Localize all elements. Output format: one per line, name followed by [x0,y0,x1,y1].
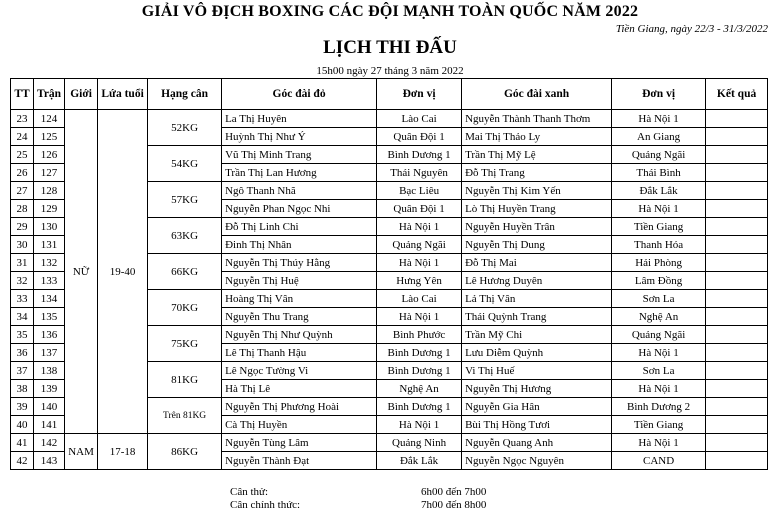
official-weigh-in-time: 7h00 đến 8h00 [421,499,487,511]
red-corner-unit: Hà Nội 1 [377,218,462,236]
red-corner-unit: Hà Nội 1 [377,254,462,272]
row-match: 142 [34,434,65,452]
row-tt: 27 [11,182,34,200]
row-match: 124 [34,110,65,128]
gender-cell: NỮ [65,110,98,434]
col-tt: TT [11,79,34,110]
result-cell [706,362,768,380]
blue-corner-name: Lả Thị Vân [462,290,612,308]
weigh-in-label: Cân thử: [230,486,269,498]
row-tt: 30 [11,236,34,254]
blue-corner-name: Nguyễn Ngọc Nguyên [462,452,612,470]
red-corner-unit: Quân Đội 1 [377,200,462,218]
red-corner-name: Huỳnh Thị Như Ý [222,128,377,146]
blue-corner-unit: Hà Nội 1 [612,434,706,452]
result-cell [706,218,768,236]
row-tt: 37 [11,362,34,380]
blue-corner-unit: An Giang [612,128,706,146]
result-cell [706,398,768,416]
result-cell [706,110,768,128]
row-match: 137 [34,344,65,362]
result-cell [706,308,768,326]
row-match: 128 [34,182,65,200]
blue-corner-unit: Hà Nội 1 [612,200,706,218]
blue-corner-unit: Hà Nội 1 [612,110,706,128]
row-tt: 29 [11,218,34,236]
col-red-corner: Góc đài đỏ [222,79,377,110]
blue-corner-name: Đỗ Thị Mai [462,254,612,272]
row-tt: 42 [11,452,34,470]
red-corner-name: Đỗ Thị Linh Chi [222,218,377,236]
row-tt: 26 [11,164,34,182]
red-corner-name: La Thị Huyên [222,110,377,128]
red-corner-name: Nguyễn Thị Phương Hoài [222,398,377,416]
red-corner-name: Vũ Thị Minh Trang [222,146,377,164]
row-tt: 39 [11,398,34,416]
red-corner-unit: Thái Nguyên [377,164,462,182]
table-header-row [11,79,768,110]
blue-corner-unit: Hà Nội 1 [612,380,706,398]
red-corner-unit: Bình Phước [377,326,462,344]
row-match: 131 [34,236,65,254]
blue-corner-name: Trần Thị Mỹ Lệ [462,146,612,164]
blue-corner-unit: Lâm Đồng [612,272,706,290]
blue-corner-name: Lò Thị Huyền Trang [462,200,612,218]
red-corner-name: Hà Thị Lê [222,380,377,398]
red-corner-unit: Nghệ An [377,380,462,398]
result-cell [706,272,768,290]
row-match: 135 [34,308,65,326]
red-corner-name: Nguyễn Tùng Lâm [222,434,377,452]
weight-class-cell: 54KG [148,146,222,182]
result-cell [706,164,768,182]
row-match: 134 [34,290,65,308]
row-tt: 31 [11,254,34,272]
schedule-table [10,78,768,470]
blue-corner-name: Mai Thị Thảo Ly [462,128,612,146]
red-corner-unit: Bình Dương 1 [377,398,462,416]
blue-corner-name: Nguyễn Thành Thanh Thơm [462,110,612,128]
red-corner-name: Nguyễn Thị Huệ [222,272,377,290]
result-cell [706,146,768,164]
result-cell [706,416,768,434]
blue-corner-name: Nguyễn Quang Anh [462,434,612,452]
row-match: 133 [34,272,65,290]
red-corner-unit: Hà Nội 1 [377,308,462,326]
col-age: Lứa tuổi [98,79,148,110]
blue-corner-name: Vi Thị Huế [462,362,612,380]
result-cell [706,326,768,344]
result-cell [706,344,768,362]
place-date: Tiền Giang, ngày 22/3 - 31/3/2022 [615,23,768,35]
schedule-title: LỊCH THI ĐẤU [323,37,457,58]
row-match: 139 [34,380,65,398]
row-tt: 41 [11,434,34,452]
result-cell [706,380,768,398]
row-match: 129 [34,200,65,218]
gender-cell: NAM [65,434,98,470]
row-match: 136 [34,326,65,344]
weight-class-cell: Trên 81KG [148,398,222,434]
weight-class-cell: 86KG [148,434,222,470]
red-corner-name: Đinh Thị Nhân [222,236,377,254]
blue-corner-unit: Quảng Ngãi [612,146,706,164]
red-corner-unit: Hưng Yên [377,272,462,290]
row-tt: 36 [11,344,34,362]
red-corner-unit: Bình Dương 1 [377,344,462,362]
red-corner-name: Nguyễn Thị Như Quỳnh [222,326,377,344]
red-corner-unit: Lào Cai [377,110,462,128]
session-time: 15h00 ngày 27 tháng 3 năm 2022 [316,65,464,77]
row-match: 126 [34,146,65,164]
age-cell: 19-40 [98,110,148,434]
weight-class-cell: 66KG [148,254,222,290]
blue-corner-name: Nguyễn Huyền Trân [462,218,612,236]
blue-corner-name: Đỗ Thị Trang [462,164,612,182]
red-corner-name: Lê Ngọc Tường Vi [222,362,377,380]
weight-class-cell: 52KG [148,110,222,146]
weigh-in-time: 6h00 đến 7h00 [421,486,487,498]
weight-class-cell: 57KG [148,182,222,218]
weight-class-cell: 63KG [148,218,222,254]
row-tt: 24 [11,128,34,146]
red-corner-unit: Bạc Liêu [377,182,462,200]
row-tt: 25 [11,146,34,164]
col-gender: Giới [65,79,98,110]
col-result: Kết quả [706,79,768,110]
row-tt: 32 [11,272,34,290]
red-corner-unit: Quân Đội 1 [377,128,462,146]
red-corner-name: Hoàng Thị Vân [222,290,377,308]
col-weight: Hạng cân [148,79,222,110]
blue-corner-name: Thái Quỳnh Trang [462,308,612,326]
blue-corner-unit: Thái Bình [612,164,706,182]
blue-corner-name: Nguyễn Thị Kim Yến [462,182,612,200]
result-cell [706,290,768,308]
row-match: 141 [34,416,65,434]
red-corner-name: Nguyễn Thị Thúy Hằng [222,254,377,272]
red-corner-name: Cà Thị Huyền [222,416,377,434]
result-cell [706,200,768,218]
row-tt: 40 [11,416,34,434]
blue-corner-unit: Đắk Lắk [612,182,706,200]
red-corner-unit: Lào Cai [377,290,462,308]
row-tt: 35 [11,326,34,344]
row-tt: 23 [11,110,34,128]
row-match: 143 [34,452,65,470]
blue-corner-unit: Tiền Giang [612,218,706,236]
blue-corner-unit: Hải Phòng [612,254,706,272]
row-match: 138 [34,362,65,380]
blue-corner-unit: Tiền Giang [612,416,706,434]
blue-corner-unit: Sơn La [612,362,706,380]
result-cell [706,128,768,146]
row-tt: 38 [11,380,34,398]
red-corner-unit: Đắk Lắk [377,452,462,470]
page-title: GIẢI VÔ ĐỊCH BOXING CÁC ĐỘI MẠNH TOÀN QUỐC NĂM 2022 [141,3,639,20]
red-corner-unit: Hà Nội 1 [377,416,462,434]
blue-corner-name: Nguyễn Thị Dung [462,236,612,254]
col-match: Trận [34,79,65,110]
blue-corner-name: Trần Mỹ Chi [462,326,612,344]
blue-corner-unit: Nghệ An [612,308,706,326]
row-match: 130 [34,218,65,236]
red-corner-unit: Bình Dương 1 [377,362,462,380]
official-weigh-in-label: Cân chính thức: [230,499,301,511]
row-tt: 28 [11,200,34,218]
result-cell [706,236,768,254]
blue-corner-name: Lưu Diễm Quỳnh [462,344,612,362]
red-corner-name: Nguyễn Thành Đạt [222,452,377,470]
row-tt: 34 [11,308,34,326]
red-corner-name: Nguyễn Phan Ngọc Nhi [222,200,377,218]
weight-class-cell: 81KG [148,362,222,398]
weight-class-cell: 75KG [148,326,222,362]
col-blue-unit: Đơn vị [612,79,706,110]
age-cell: 17-18 [98,434,148,470]
red-corner-unit: Quảng Ngãi [377,236,462,254]
row-match: 125 [34,128,65,146]
blue-corner-unit: Bình Dương 2 [612,398,706,416]
red-corner-name: Lê Thị Thanh Hậu [222,344,377,362]
blue-corner-unit: Hà Nội 1 [612,344,706,362]
blue-corner-unit: CAND [612,452,706,470]
red-corner-name: Nguyễn Thu Trang [222,308,377,326]
blue-corner-name: Nguyễn Gia Hân [462,398,612,416]
red-corner-name: Trần Thị Lan Hương [222,164,377,182]
blue-corner-name: Bùi Thị Hồng Tươi [462,416,612,434]
blue-corner-unit: Thanh Hóa [612,236,706,254]
table-row [11,434,768,452]
result-cell [706,452,768,470]
row-tt: 33 [11,290,34,308]
col-red-unit: Đơn vị [377,79,462,110]
red-corner-unit: Quảng Ninh [377,434,462,452]
table-row [11,110,768,128]
red-corner-name: Ngô Thanh Nhã [222,182,377,200]
result-cell [706,182,768,200]
row-match: 127 [34,164,65,182]
blue-corner-name: Nguyễn Thị Hương [462,380,612,398]
blue-corner-name: Lê Hương Duyên [462,272,612,290]
row-match: 132 [34,254,65,272]
result-cell [706,254,768,272]
red-corner-unit: Bình Dương 1 [377,146,462,164]
col-blue-corner: Góc đài xanh [462,79,612,110]
row-match: 140 [34,398,65,416]
result-cell [706,434,768,452]
blue-corner-unit: Sơn La [612,290,706,308]
blue-corner-unit: Quảng Ngãi [612,326,706,344]
weight-class-cell: 70KG [148,290,222,326]
